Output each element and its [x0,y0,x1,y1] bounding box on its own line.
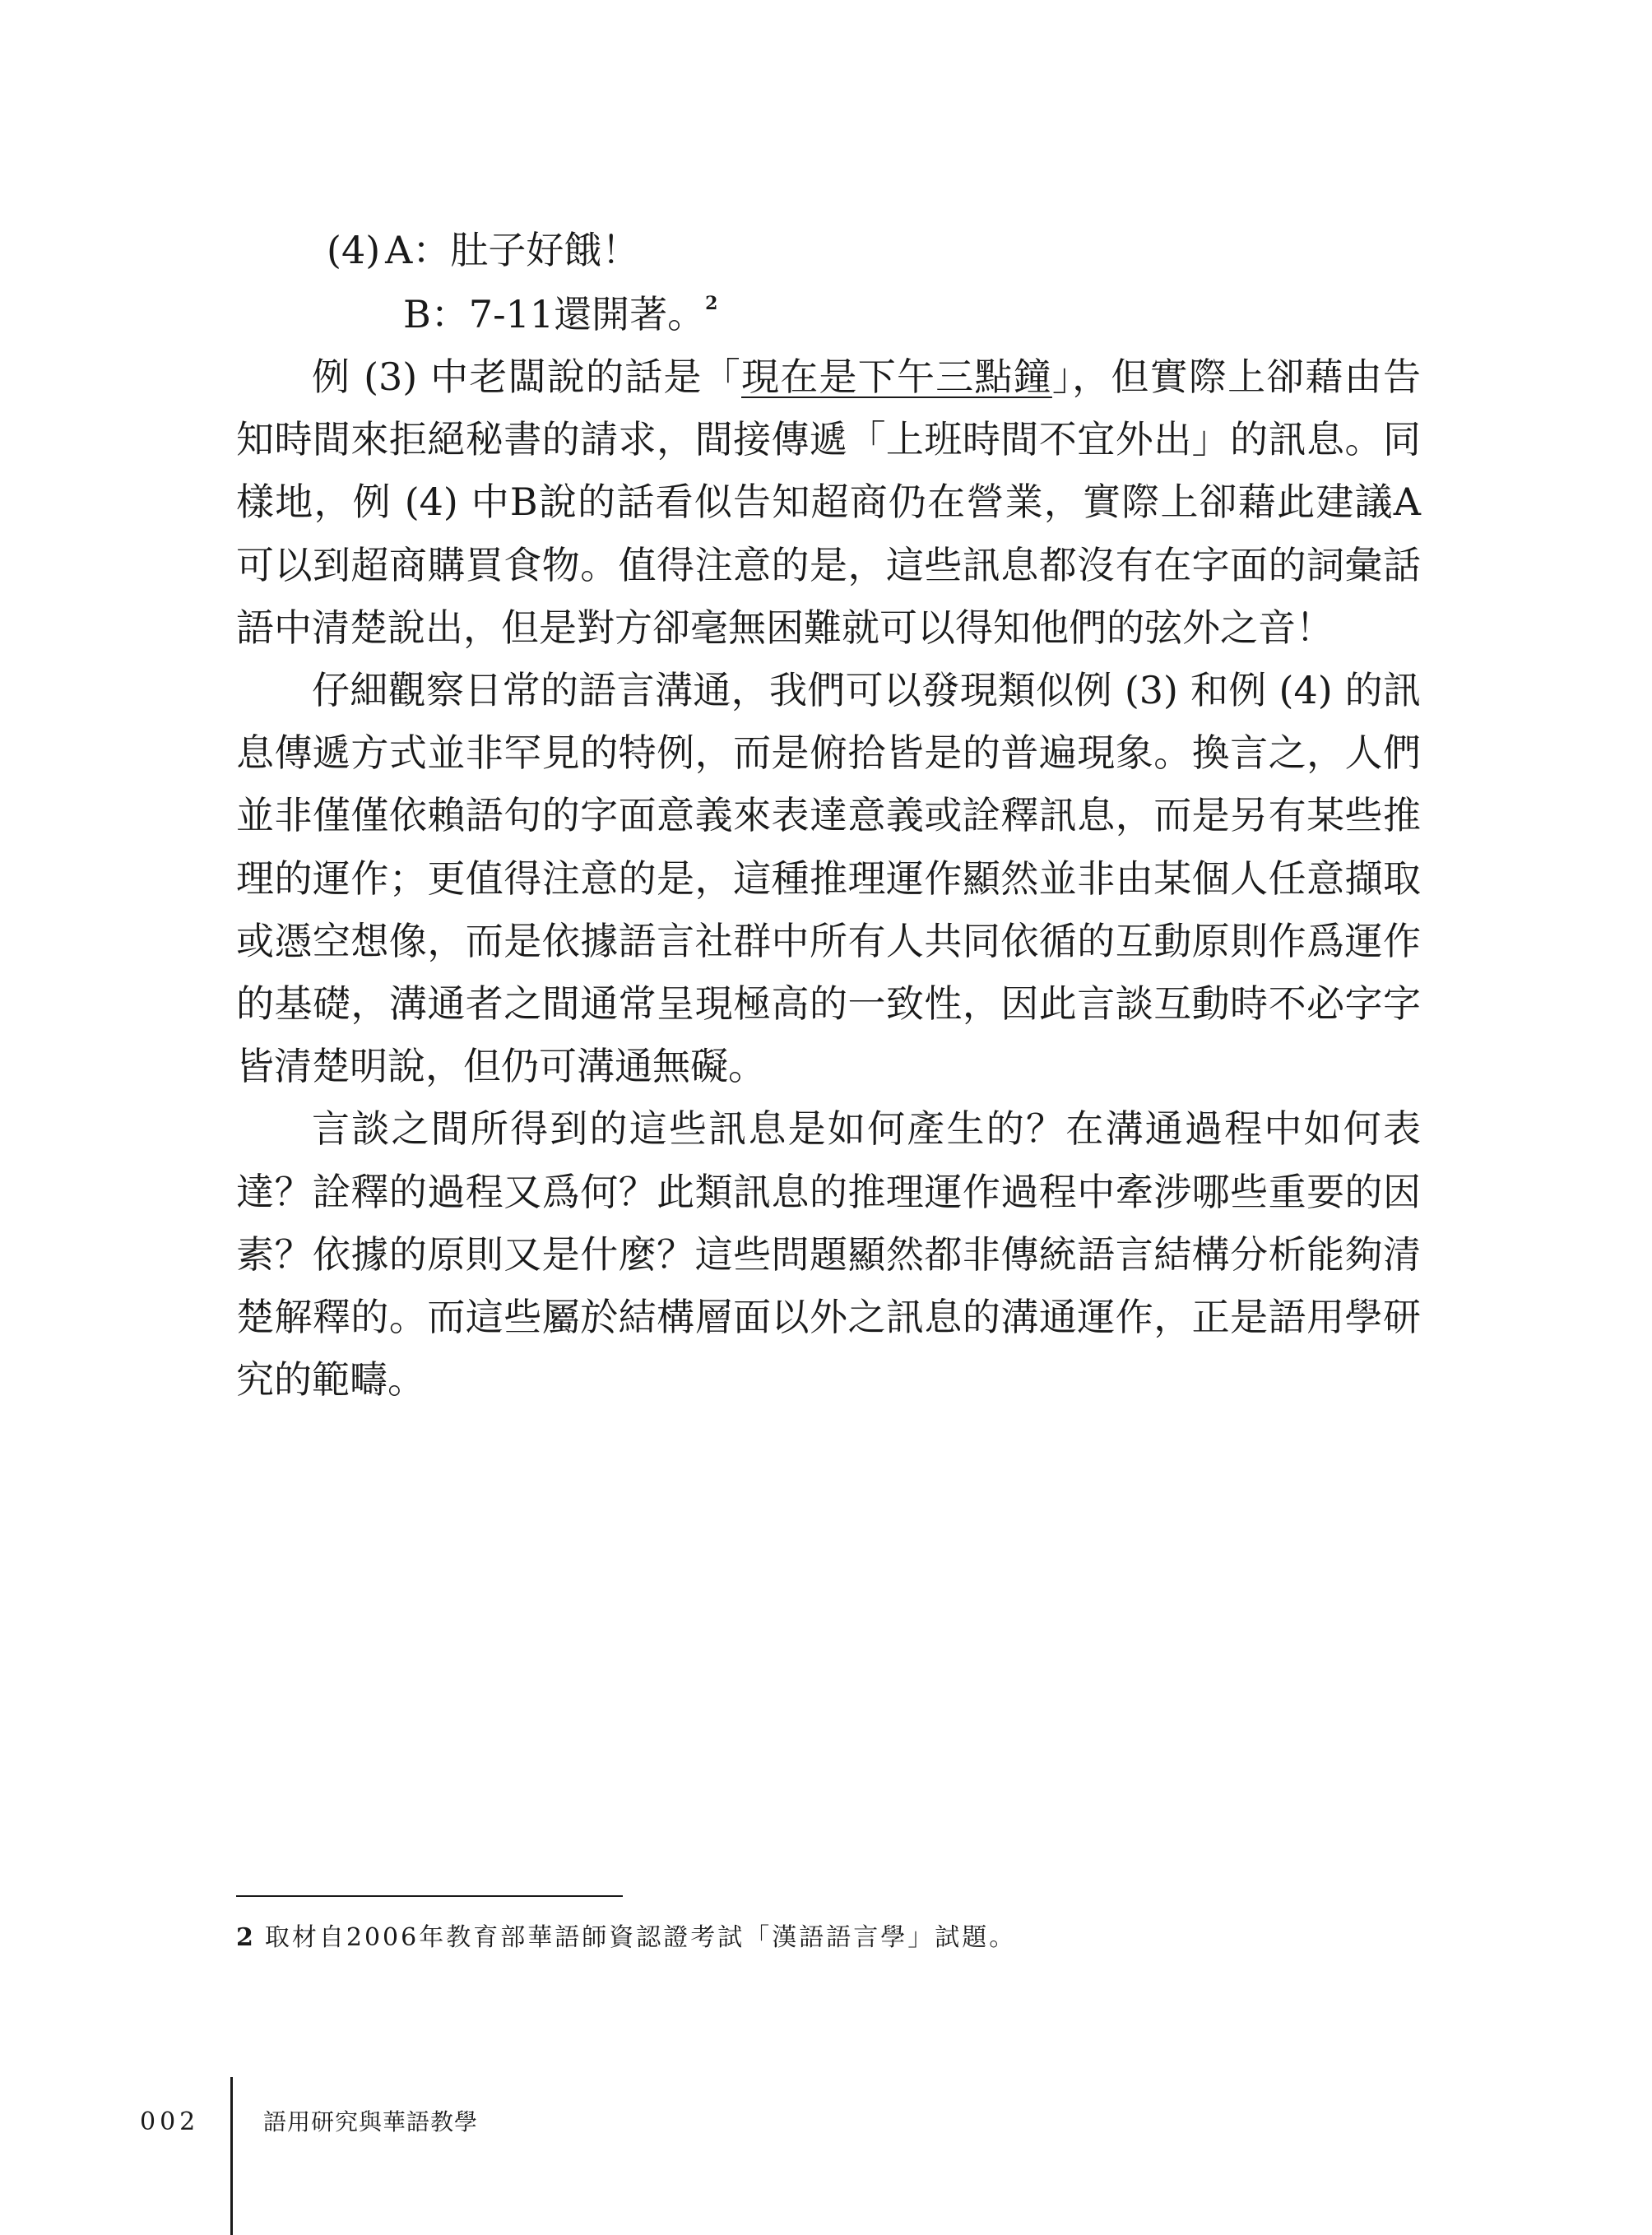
example-4-line-b [403,290,717,346]
footnote-divider [236,1895,623,1897]
footnote-number: 2 [236,1923,253,1952]
paragraph-1-part-2: 」，但實際上卻藉由告知時間來拒絕秘書的請求，間接傳遞「上班時間不宜外出」的訊息。同樣地，例 (4) 中B說的話看似告知超商仍在營業，實際上卻藉此建議A可以到超商購買食物。值得注意的是，這些訊息都沒有在字面的詞彙話語中清楚說出，但是對方卻毫無困難就可以得知他們的弦外之音！ [236,355,1422,650]
footnote-reference[interactable]: 2 [705,293,718,314]
page-number: 002 [140,2107,200,2136]
paragraph-3: 言談之間所得到的這些訊息是如何產生的？在溝通過程中如何表達？詮釋的過程又爲何？此類訊息的推理運作過程中牽涉哪些重要的因素？依據的原則又是什麼？這些問題顯然都非傳統語言結構分析能夠清楚解釋的。而這些屬於結構層面以外之訊息的溝通運作，正是語用學研究的範疇。 [236,1106,1421,1403]
example-utterance-a: A：肚子好餓！ [385,228,640,272]
paragraph-1-part-1: 例 (3) 中老闆說的話是「 [312,355,741,399]
running-head-book-title: 語用研究與華語教學 [263,2108,479,2135]
footnote [236,1922,1016,1954]
example-number: (4) [327,228,381,272]
example-4-line-a [327,225,639,275]
paragraph-1 [236,345,1421,659]
main-body-text [236,345,1421,1411]
paragraph-2: 仔細觀察日常的語言溝通，我們可以發現類似例 (3) 和例 (4) 的訊息傳遞方式並非罕見的特例，而是俯拾皆是的普遍現象。換言之，人們並非僅僅依賴語句的字面意義來表達意義或詮釋訊息，而是另有某些推理的運作；更值得注意的是，這種推理運作顯然並非由某個人任意擷取或憑空想像，而是依據語言社群中所有人共同依循的互動原則作爲運作的基礎，溝通者之間通常呈現極高的一致性，因此言談互動時不必字字皆清楚明說，但仍可溝通無礙。 [236,668,1421,1089]
underlined-quote: 現在是下午三點鐘 [741,355,1052,399]
footnote-text: 取材自2006年教育部華語師資認證考試「漢語語言學」試題。 [264,1923,1017,1952]
footer-vertical-rule [230,2077,233,2235]
example-utterance-b: B：7-11還開著。 [403,292,706,336]
